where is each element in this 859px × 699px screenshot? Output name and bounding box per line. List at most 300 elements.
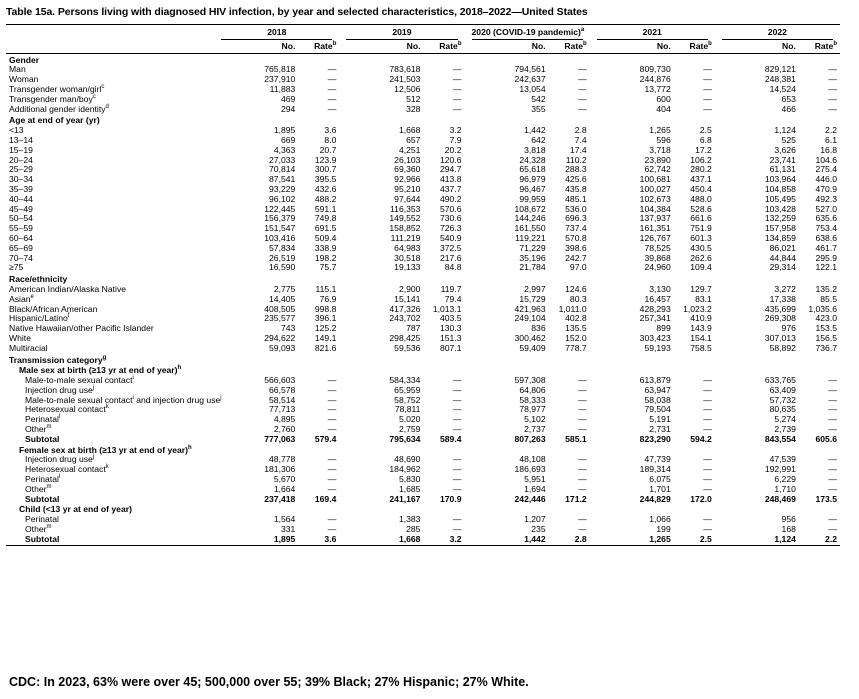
cell-rate: 398.6: [565, 242, 587, 253]
cell-rate: 432.6: [314, 183, 337, 194]
cell-rate: 338.9: [314, 242, 337, 253]
cell-rate: 124.6: [565, 283, 587, 294]
cell-rate: —: [828, 103, 837, 114]
cell-rate: 8.0: [324, 134, 337, 145]
cell-rate: 76.9: [319, 293, 337, 304]
cell-number: 87,541: [269, 174, 296, 185]
footnote-marker: m: [46, 524, 52, 531]
cell-rate: 153.5: [815, 323, 837, 334]
cell-rate: 83.1: [695, 293, 712, 304]
cell-number: 242,637: [514, 74, 546, 85]
cell-rate: 143.9: [690, 323, 712, 334]
cell-rate: 3.6: [324, 125, 337, 136]
cell-rate: 106.2: [690, 154, 712, 165]
cell-rate: —: [578, 464, 587, 475]
cell-number: 248,469: [764, 493, 796, 504]
footnote-marker: k: [105, 404, 109, 411]
footnote-marker: l: [58, 474, 61, 481]
footnote-marker: b: [833, 40, 837, 47]
cell-number: 184,962: [389, 464, 421, 475]
cell-rate: 594.2: [690, 433, 712, 444]
cell-rate: —: [578, 375, 587, 386]
cell-number: 331: [280, 524, 296, 535]
cell-number: 237,418: [264, 493, 296, 504]
cell-number: 3,626: [774, 144, 796, 155]
cell-number: 956: [781, 514, 796, 525]
cell-number: 16,590: [269, 262, 296, 273]
cell-rate: 17.4: [569, 144, 587, 155]
year-header: [590, 25, 715, 41]
cell-number: 899: [656, 323, 671, 334]
cell-number: 1,066: [649, 514, 671, 525]
cell-number: 21,784: [519, 262, 546, 273]
cell-number: 59,409: [519, 342, 546, 353]
cell-rate: —: [452, 514, 462, 525]
table-row: [6, 146, 840, 156]
cell-rate: 120.6: [440, 154, 462, 165]
year-header: [715, 25, 840, 41]
rate-label: Rate: [314, 40, 333, 51]
cell-number: 807,263: [514, 433, 546, 444]
table-row: [6, 75, 840, 85]
cell-number: 5,274: [774, 414, 796, 425]
cell-number: 44,844: [769, 252, 796, 263]
column-header-rate: [549, 41, 590, 53]
cell-rate: 437.1: [690, 174, 712, 185]
cell-rate: 1,023.2: [683, 303, 712, 314]
cell-number: 6,075: [649, 474, 671, 485]
cell-number: 466: [781, 103, 796, 114]
cell-rate: 288.3: [565, 164, 587, 175]
cell-rate: —: [327, 64, 337, 75]
cell-rate: 7.9: [449, 134, 462, 145]
cell-rate: 129.7: [690, 283, 712, 294]
table-row: [6, 376, 840, 386]
cell-number: 47,539: [769, 454, 796, 465]
table-body: [6, 53, 840, 545]
row-label-text: White: [9, 332, 31, 343]
cell-number: 108,672: [514, 203, 546, 214]
cell-rate: 461.7: [815, 242, 837, 253]
cell-number: 584,334: [389, 375, 421, 386]
cell-number: 13,772: [644, 83, 671, 94]
subtotal-row: [6, 435, 840, 445]
cell-number: 78,977: [519, 404, 546, 415]
cell-number: 100,681: [639, 174, 671, 185]
row-label-text: 15–19: [9, 144, 33, 155]
cell-number: 1,265: [590, 535, 674, 545]
cell-rate: 6.8: [699, 134, 712, 145]
cell-rate: —: [828, 93, 837, 104]
table-row: [6, 214, 840, 224]
cell-rate: —: [703, 74, 712, 85]
row-label-text: Perinatal: [25, 514, 59, 525]
cell-rate: 403.5: [440, 313, 462, 324]
cell-number: 78,525: [644, 242, 671, 253]
cell-rate: 528.6: [690, 203, 712, 214]
table-row: [6, 334, 840, 344]
cell-number: 103,964: [764, 174, 796, 185]
cell-rate: —: [452, 394, 462, 405]
cell-rate: —: [327, 414, 337, 425]
cell-number: 1,124: [715, 535, 799, 545]
cell-rate: 410.9: [690, 313, 712, 324]
cell-number: 66,578: [269, 384, 296, 395]
column-header-rate: [799, 41, 840, 53]
cell-rate: —: [327, 394, 337, 405]
cell-number: 48,778: [269, 454, 296, 465]
column-header-rate: [423, 41, 464, 53]
cell-number: 4,251: [398, 144, 421, 155]
cell-number: 1,442: [524, 125, 546, 136]
cell-number: 2,731: [649, 424, 671, 435]
row-label-text: Injection drug use: [25, 454, 93, 465]
cell-rate: 737.4: [565, 223, 587, 234]
row-label: [6, 105, 214, 115]
cell-rate: —: [452, 464, 462, 475]
row-label-text: Asian: [9, 293, 31, 304]
table-row: [6, 95, 840, 105]
cell-rate: —: [828, 483, 837, 494]
cell-number: 669: [280, 134, 296, 145]
cell-number: 64,983: [394, 242, 421, 253]
cell-rate: 450.4: [690, 183, 712, 194]
subtotal-row: [6, 535, 840, 545]
table-row: [6, 295, 840, 305]
row-label: [6, 285, 214, 295]
column-header-no: No.: [590, 41, 674, 53]
cell-number: 248,381: [764, 74, 796, 85]
cell-number: 653: [781, 93, 796, 104]
cell-rate: —: [452, 74, 462, 85]
cell-rate: 396.1: [314, 313, 337, 324]
cell-rate: 509.4: [314, 232, 337, 243]
cell-number: 58,333: [519, 394, 546, 405]
table-row: [6, 234, 840, 244]
cell-number: 794,561: [514, 64, 546, 75]
cell-number: 111,219: [390, 232, 421, 243]
cell-number: 24,960: [644, 262, 671, 273]
cell-number: 80,635: [769, 404, 796, 415]
row-label-text: Injection drug use: [25, 384, 93, 395]
cell-rate: —: [828, 375, 837, 386]
cell-rate: —: [452, 83, 462, 94]
cell-number: 59,193: [644, 342, 671, 353]
footnote-marker: c: [92, 93, 96, 100]
footnote-marker: e: [30, 293, 34, 300]
cell-rate: —: [828, 384, 837, 395]
cell-rate: —: [703, 375, 712, 386]
cell-number: 244,829: [639, 493, 671, 504]
cell-rate: —: [452, 64, 462, 75]
cell-number: 1,668: [398, 125, 421, 136]
cell-number: 134,859: [764, 232, 796, 243]
cell-rate: 275.4: [815, 164, 837, 175]
cell-rate: —: [578, 384, 587, 395]
row-label-text: Child (<13 yr at end of year): [19, 504, 132, 515]
cell-rate: —: [703, 394, 712, 405]
row-label: [6, 214, 214, 224]
cell-number: 35,196: [519, 252, 546, 263]
cell-rate: 3.2: [423, 535, 464, 545]
cell-number: 39,868: [644, 252, 671, 263]
cell-number: 65,618: [519, 164, 546, 175]
cell-rate: 79.4: [444, 293, 462, 304]
cell-number: 158,852: [389, 223, 421, 234]
cell-number: 5,102: [524, 414, 546, 425]
cell-number: 149,552: [389, 213, 421, 224]
cell-rate: 7.4: [574, 134, 587, 145]
row-label-text: Male sex at birth (≥13 yr at end of year): [19, 365, 178, 376]
cell-number: 829,121: [764, 64, 796, 75]
cell-rate: 294.7: [440, 164, 462, 175]
cell-rate: —: [703, 93, 712, 104]
cell-rate: —: [327, 454, 337, 465]
cell-rate: 152.0: [565, 332, 587, 343]
cell-rate: 149.1: [314, 332, 337, 343]
cell-rate: 736.7: [815, 342, 837, 353]
table-row: [6, 415, 840, 425]
cell-number: 59,536: [394, 342, 421, 353]
cell-number: 78,811: [394, 404, 421, 415]
row-label-text: Male-to-male sexual contact: [25, 394, 133, 405]
row-label-text: Woman: [9, 74, 39, 85]
row-label: [6, 344, 214, 354]
cell-number: 2,900: [398, 283, 421, 294]
cell-rate: 172.0: [690, 493, 712, 504]
column-header-row: [6, 41, 840, 53]
cell-number: 1,664: [273, 483, 296, 494]
cell-number: 743: [280, 323, 296, 334]
cell-number: 404: [656, 103, 671, 114]
cell-rate: —: [703, 83, 712, 94]
cell-number: 597,308: [514, 375, 546, 386]
row-label-text: 45–49: [9, 203, 33, 214]
cell-number: 1,895: [214, 535, 298, 545]
year-label: 2022: [767, 27, 787, 37]
cell-number: 65,959: [394, 384, 421, 395]
cell-number: 3,818: [524, 144, 546, 155]
year-header: [339, 25, 464, 41]
cell-rate: 173.5: [815, 493, 837, 504]
cell-rate: —: [327, 93, 337, 104]
cell-number: 69,360: [394, 164, 421, 175]
footnote-marker: m: [46, 424, 52, 431]
cell-rate: 97.0: [569, 262, 587, 273]
cell-rate: —: [452, 103, 462, 114]
cell-number: 77,713: [269, 404, 296, 415]
row-label-text: 30–34: [9, 174, 33, 185]
cell-number: 57,732: [769, 394, 796, 405]
cell-rate: —: [327, 483, 337, 494]
column-header-no: No.: [214, 41, 298, 53]
table-row: [6, 285, 840, 295]
cell-number: 95,210: [394, 183, 421, 194]
cell-rate: —: [828, 64, 837, 75]
cell-rate: 17.2: [695, 144, 712, 155]
cell-number: 328: [406, 103, 421, 114]
cell-number: 1,265: [649, 125, 671, 136]
cell-rate: 540.9: [440, 232, 462, 243]
cell-number: 5,670: [273, 474, 296, 485]
cell-number: 64,806: [519, 384, 546, 395]
cell-rate: 280.2: [690, 164, 712, 175]
cell-number: 1,895: [273, 125, 296, 136]
cell-rate: 470.9: [815, 183, 837, 194]
row-label-text: <13: [9, 125, 24, 136]
cell-number: 642: [531, 134, 546, 145]
cell-rate: 570.8: [565, 232, 587, 243]
footnote-marker: b: [332, 40, 337, 47]
cell-rate: —: [578, 83, 587, 94]
cell-rate: —: [703, 524, 712, 535]
cell-number: 512: [406, 93, 421, 104]
cell-number: 79,504: [644, 404, 671, 415]
cell-number: 3,272: [774, 283, 796, 294]
cell-number: 823,290: [639, 433, 671, 444]
cell-rate: —: [703, 474, 712, 485]
cell-rate: 430.5: [690, 242, 712, 253]
cell-rate: 579.4: [314, 433, 337, 444]
footnote-marker: m: [46, 484, 52, 490]
cell-number: 2,997: [524, 283, 546, 294]
cell-rate: 135.2: [815, 283, 837, 294]
rate-label: Rate: [689, 40, 709, 51]
cell-rate: —: [327, 103, 337, 114]
cell-rate: 372.5: [440, 242, 462, 253]
cell-number: 58,038: [644, 394, 671, 405]
table-row: [6, 244, 840, 254]
footnote-marker: b: [457, 40, 462, 47]
cell-number: 151,547: [264, 223, 296, 234]
row-label-text: Heterosexual contact: [25, 404, 106, 415]
cell-number: 99,959: [519, 193, 546, 204]
cell-rate: —: [578, 424, 587, 435]
cell-rate: 488.2: [314, 193, 337, 204]
footnote-marker: i: [132, 394, 134, 401]
cell-rate: 998.8: [314, 303, 337, 314]
cell-rate: —: [327, 424, 337, 435]
cell-number: 843,554: [764, 433, 796, 444]
cell-number: 157,958: [764, 223, 796, 234]
cell-rate: —: [828, 414, 837, 425]
table-row: [6, 165, 840, 175]
cell-number: 1,207: [524, 514, 546, 525]
row-label-text: Other: [25, 483, 47, 494]
cell-rate: 527.0: [815, 203, 837, 214]
table-row: [6, 156, 840, 166]
cell-number: 93,229: [269, 183, 296, 194]
cell-rate: 536.0: [565, 203, 587, 214]
table-row: [6, 175, 840, 185]
cell-rate: —: [327, 464, 337, 475]
cell-rate: —: [703, 64, 712, 75]
cell-rate: —: [578, 404, 587, 415]
row-label-text: 70–74: [9, 252, 33, 263]
row-label-text: 35–39: [9, 183, 33, 194]
cell-rate: —: [703, 384, 712, 395]
table-title: Table 15a. Persons living with diagnosed HIV infection, by year and selected characteristics, 2018–2022—United States: [6, 6, 588, 18]
cell-rate: —: [327, 83, 337, 94]
table-row: [6, 425, 840, 435]
table-row: [6, 105, 840, 115]
cell-number: 96,102: [269, 193, 296, 204]
footnote-marker: d: [105, 103, 109, 110]
cell-number: 235: [531, 524, 546, 535]
row-label-text: 13–14: [9, 134, 33, 145]
row-label-text: 55–59: [9, 223, 33, 234]
year-header: [214, 25, 339, 41]
cell-number: 126,767: [639, 232, 671, 243]
cell-rate: —: [703, 103, 712, 114]
cell-number: 24,328: [519, 154, 546, 165]
cell-number: 96,467: [519, 183, 546, 194]
cell-number: 435,699: [764, 303, 796, 314]
cell-number: 3,718: [649, 144, 671, 155]
cell-number: 976: [781, 323, 796, 334]
cell-number: 408,505: [264, 303, 296, 314]
cell-rate: 2.8: [549, 535, 590, 545]
section-row: [6, 273, 840, 285]
cell-number: 2,759: [398, 424, 421, 435]
cell-rate: 295.9: [815, 252, 837, 263]
cell-number: 104,858: [764, 183, 796, 194]
cell-rate: —: [828, 524, 837, 535]
cell-number: 15,141: [394, 293, 421, 304]
footnote-marker: l: [58, 414, 61, 421]
column-header-no: No.: [339, 41, 423, 53]
row-label-text: Female sex at birth (≥13 yr at end of year): [19, 444, 189, 455]
row-label-text: 25–29: [9, 164, 33, 175]
cell-rate: —: [327, 74, 337, 85]
cell-number: 62,742: [644, 164, 671, 175]
table-row: [6, 195, 840, 205]
cell-rate: 75.7: [319, 262, 337, 273]
footnote-marker: k: [105, 464, 109, 471]
cell-number: 23,741: [769, 154, 796, 165]
row-label-text: 20–24: [9, 154, 33, 165]
cell-rate: —: [578, 414, 587, 425]
cell-rate: 821.6: [314, 342, 337, 353]
cell-number: 566,603: [264, 375, 296, 386]
cell-rate: 119.7: [440, 283, 462, 294]
cell-rate: —: [828, 474, 837, 485]
cell-rate: 20.7: [319, 144, 337, 155]
row-label-text: Multiracial: [9, 342, 48, 353]
cell-rate: 696.3: [565, 213, 587, 224]
cell-rate: 16.8: [820, 144, 837, 155]
cell-number: 161,351: [639, 223, 671, 234]
rate-label: Rate: [564, 40, 583, 51]
cell-rate: 749.8: [314, 213, 337, 224]
row-label-text: ≥75: [9, 262, 24, 273]
row-label-text: Subtotal: [25, 433, 60, 444]
row-label-text: Heterosexual contact: [25, 464, 106, 475]
footnote-marker: i: [132, 375, 134, 382]
cell-number: 417,326: [389, 303, 421, 314]
cell-number: 241,167: [389, 493, 421, 504]
cell-number: 765,818: [264, 64, 296, 75]
cell-rate: —: [452, 375, 462, 386]
cell-number: 27,033: [269, 154, 296, 165]
cell-number: 303,423: [639, 332, 671, 343]
cell-rate: 691.5: [314, 223, 337, 234]
footnote-marker: g: [102, 354, 107, 361]
cell-rate: 413.8: [440, 174, 462, 185]
footnote-marker: j: [92, 385, 95, 392]
year-header: [465, 25, 590, 41]
table-row: [6, 475, 840, 485]
